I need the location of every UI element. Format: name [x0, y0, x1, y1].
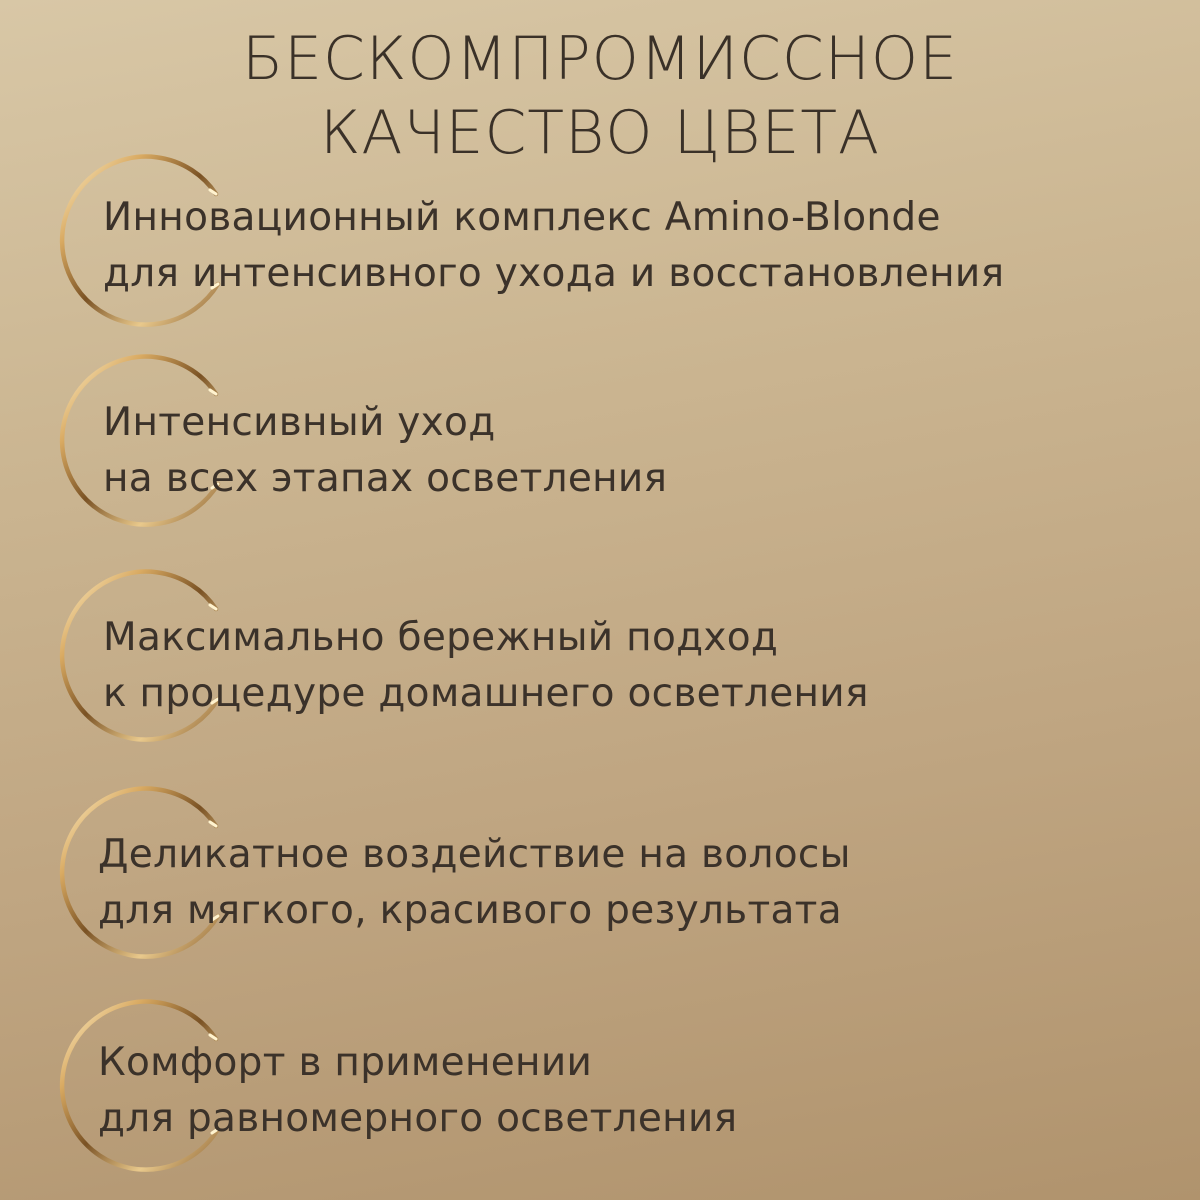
feature-line-1: Максимально бережный подход	[103, 615, 779, 660]
feature-text	[98, 1035, 737, 1147]
feature-line-1: Интенсивный уход	[103, 400, 496, 445]
feature-gentle-approach	[0, 565, 1200, 755]
feature-comfort	[0, 995, 1200, 1185]
feature-line-1: Инновационный комплекс Amino-Blonde	[103, 195, 941, 240]
page-title-line-1: БЕСКОМПРОМИССНОЕ	[241, 24, 959, 94]
page-title-line-2: КАЧЕСТВО ЦВЕТА	[319, 98, 881, 168]
feature-text	[103, 395, 667, 507]
feature-line-2: для интенсивного ухода и восстановления	[103, 251, 1005, 296]
feature-text	[103, 610, 869, 722]
feature-amino-blonde	[0, 150, 1200, 340]
feature-intensive-care	[0, 350, 1200, 540]
feature-line-2: для мягкого, красивого результата	[98, 888, 842, 933]
page-title	[0, 22, 1200, 170]
feature-text	[98, 827, 851, 939]
feature-line-1: Комфорт в применении	[98, 1040, 593, 1085]
feature-line-2: на всех этапах осветления	[103, 456, 668, 501]
feature-delicate-effect	[0, 782, 1200, 972]
feature-text	[103, 190, 1004, 302]
feature-line-2: для равномерного осветления	[98, 1096, 738, 1141]
feature-line-1: Деликатное воздействие на волосы	[98, 832, 851, 877]
feature-line-2: к процедуре домашнего осветления	[103, 671, 869, 716]
